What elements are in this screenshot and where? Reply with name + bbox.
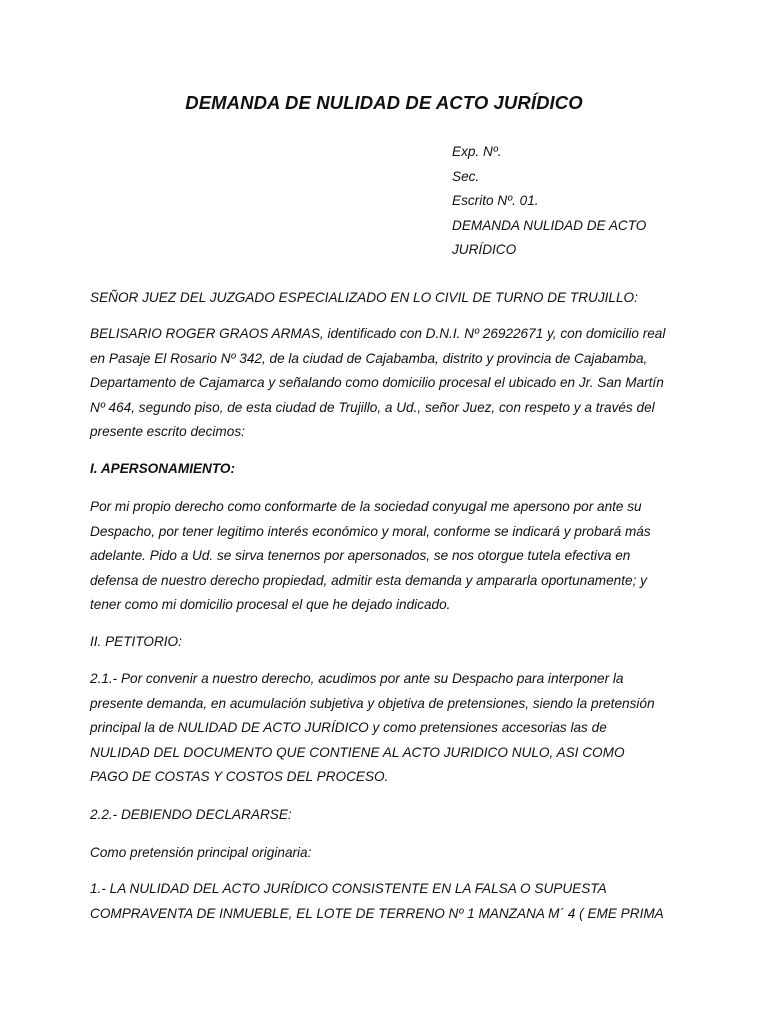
section-2-1-line: NULIDAD DEL DOCUMENTO QUE CONTIENE AL ACTO JURIDICO NULO, ASI COMO xyxy=(90,744,625,760)
section-1-line: defensa de nuestro derecho propiedad, admitir esta demanda y ampararla oportunamente; y xyxy=(90,572,647,588)
intro-line: en Pasaje El Rosario Nº 342, de la ciudad de Cajabamba, distrito y provincia de Cajabamba, xyxy=(90,350,648,366)
intro-line: BELISARIO ROGER GRAOS ARMAS, identificado con D.N.I. Nº 26922671 y, con domicilio real xyxy=(90,326,666,341)
section-2-1-line: presente demanda, en acumulación subjetiva y objetiva de pretensiones, siendo la pretensión xyxy=(90,695,655,711)
item-1-paragraph xyxy=(90,877,688,926)
section-2-1-line: PAGO DE COSTAS Y COSTOS DEL PROCESO. xyxy=(90,769,389,785)
addressee: SEÑOR JUEZ DEL JUZGADO ESPECIALIZADO EN LO CIVIL DE TURNO DE TRUJILLO: xyxy=(90,290,638,305)
item-1-line: COMPRAVENTA DE INMUEBLE, EL LOTE DE TERRENO Nº 1 MANZANA M´ 4 ( EME PRIMA xyxy=(90,905,664,921)
intro-line: Nº 464, segundo piso, de esta ciudad de Trujillo, a Ud., señor Juez, con respeto y a través del xyxy=(90,399,655,415)
section-1-line: Por mi propio derecho como conformarte de la sociedad conyugal me apersono por ante su xyxy=(90,499,642,514)
section-2-heading: II. PETITORIO: xyxy=(90,634,182,649)
sumilla-line-2: JURÍDICO xyxy=(452,242,517,258)
intro-paragraph xyxy=(90,322,688,445)
section-1-heading: I. APERSONAMIENTO: xyxy=(90,461,236,476)
expediente-label: Exp. Nº. xyxy=(452,144,502,159)
intro-line: Departamento de Cajamarca y señalando como domicilio procesal el ubicado en Jr. San Martín xyxy=(90,375,664,391)
principal-claim-label: Como pretensión principal originaria: xyxy=(90,845,312,860)
section-2-1-line: principal la de NULIDAD DE ACTO JURÍDICO y como pretensiones accesorias las de xyxy=(90,720,607,736)
section-2-2-heading: 2.2.- DEBIENDO DECLARARSE: xyxy=(90,807,292,822)
section-1-body xyxy=(90,495,688,618)
document-title: DEMANDA DE NULIDAD DE ACTO JURÍDICO xyxy=(185,92,583,113)
section-2-1-line: 2.1.- Por convenir a nuestro derecho, acudimos por ante su Despacho para interponer la xyxy=(90,671,624,686)
section-1-line: tener como mi domicilio procesal el que he dejado indicado. xyxy=(90,597,451,613)
intro-line: presente escrito decimos: xyxy=(90,424,245,440)
escrito-label: Escrito Nº. 01. xyxy=(452,193,539,209)
item-1-line: 1.- LA NULIDAD DEL ACTO JURÍDICO CONSISTENTE EN LA FALSA O SUPUESTA xyxy=(90,881,607,896)
secretario-label: Sec. xyxy=(452,168,480,184)
case-header xyxy=(452,140,682,263)
section-1-line: adelante. Pido a Ud. se sirva tenernos por apersonados, se nos otorgue tutela efectiva en xyxy=(90,548,631,564)
section-2-1-paragraph xyxy=(90,667,688,790)
section-1-line: Despacho, por tener legitimo interés económico y moral, conforme se indicará y probará más xyxy=(90,523,651,539)
sumilla-line-1: DEMANDA NULIDAD DE ACTO xyxy=(452,217,647,233)
